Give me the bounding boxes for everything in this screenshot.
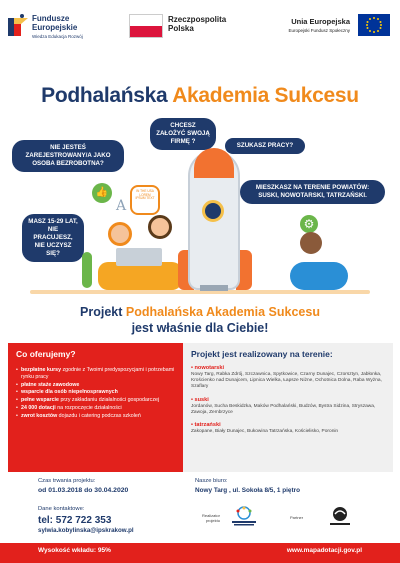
offer-item: • wsparcie dla osób niepełnosprawnych [16,389,175,396]
bubble-not-registered: NIE JESTEŚ ZAREJESTROWANY/A JAKO OSOBA BEZROBOTNA? [12,140,124,172]
page-title [0,84,400,108]
contact-phone[interactable]: tel: 572 722 353 [38,515,112,526]
fundusze-europejskie-logo [8,14,28,36]
sofa-illustration [98,262,182,290]
letter-a-icon: A [116,198,127,214]
offer-item: • pełne wsparcie przy zakładaniu działalności gospodarczej [16,397,175,404]
funding-share: Wysokość wkładu: 95% [38,547,111,554]
thumbs-up-icon: 👍 [92,183,112,203]
duration-label: Czas trwania projektu: [38,478,96,484]
rocket-stand [200,285,228,291]
person-man-illustration [148,215,172,239]
offer-list [16,367,175,420]
implementer-logo [228,505,260,527]
project-name: Podhalańska Akademia Sukcesu [125,305,320,319]
implementer-label: Realizator projektu [201,513,220,523]
offer-item: • 24 000 dotacji na rozpoczęcie działalności [16,405,175,412]
plant-illustration [82,252,92,288]
eu-flag [358,14,390,36]
region-tatrzanski: • tatrzański Zakopane, Biały Dunajec, Bukowina Tatrzańska, Kościelisko, Poronin [191,422,339,435]
poland-flag [129,14,163,38]
title-part2: Akademia Sukcesu [172,84,359,107]
person-reading-illustration [300,232,322,254]
project-word: Projekt [80,305,123,319]
area-heading: Projekt jest realizowany na terenie: [191,349,333,359]
laptop-illustration [116,248,162,266]
office-address: Nowy Targ , ul. Sokoła 8/5, 1 piętro [195,487,300,494]
armchair-illustration [290,262,348,290]
bubble-districts: MIESZKASZ NA TERENIE POWIATÓW: SUSKI, NOWOTARSKI, TATRZAŃSKI. [240,180,385,204]
title-part1: Podhalańska [41,84,168,107]
footer-bar [0,543,400,563]
offer-item: • płatne staże zawodowe [16,382,175,389]
ue-title: Unia Europejska [291,17,350,26]
contact-label: Dane kontaktowe: [38,506,85,512]
offer-item: • zwrot kosztów dojazdu i catering podczas szkoleń [16,413,175,420]
pl-text: Rzeczpospolita Polska [168,15,227,33]
region-suski: • suski Jordanów, Sucha Beskidzka, Maków Podhalański, Budzów, Bystra Sidzina, Stryszawa, Zawoja, Zembrzyce [191,396,376,415]
offer-item: • bezpłatne kursy zgodnie z Twoimi predyspozycjami i potrzebami rynku pracy [16,367,175,381]
bubble-looking-for-work: SZUKASZ PRACY? [225,138,305,154]
rocket-window [202,200,224,222]
idea-board-illustration: IN THE USA LOREM IPSUM TEXT [130,185,160,215]
project-heading-line2: jest właśnie dla Ciebie! [131,321,269,335]
person-woman-illustration [108,222,132,246]
contact-email[interactable]: sylwia.kobylinska@ipskrakow.pl [38,527,134,534]
website-link[interactable]: www.mapadotacji.gov.pl [286,547,362,554]
region-nowotarski: • nowotarski Nowy Targ, Rabka Zdrój, Szczawnica, Spytkowice, Czarny Dunajec, Czorsztyn, Jabłonka, Krościenko nad Dunajcem, Lipnica Wielka, Łapsze Niżne, Ochotnica Dolna, Raba Wyżna, Szaflary [191,365,382,390]
office-label: Nasze biuro: [195,478,228,484]
offer-heading: Co oferujemy? [16,349,76,359]
partner-label: Partner [290,515,304,520]
bubble-own-company: CHCESZ ZAŁOŻYĆ SWOJĄ FIRMĘ ? [150,118,216,150]
duration-value: od 01.03.2018 do 30.04.2020 [38,487,129,494]
fe-subtitle: Wiedza Edukacja Rozwój [32,34,83,39]
partner-logo [326,506,354,526]
gear-icon: ⚙ [300,215,318,233]
ue-subtitle: Europejski Fundusz Społeczny [288,28,350,33]
logo-bar [0,0,400,52]
project-heading-line1 [0,305,400,319]
bubble-age: MASZ 15-29 LAT, NIE PRACUJESZ, NIE UCZYSZ SIĘ? [22,214,84,262]
fe-title: Fundusze Europejskie [32,14,78,32]
